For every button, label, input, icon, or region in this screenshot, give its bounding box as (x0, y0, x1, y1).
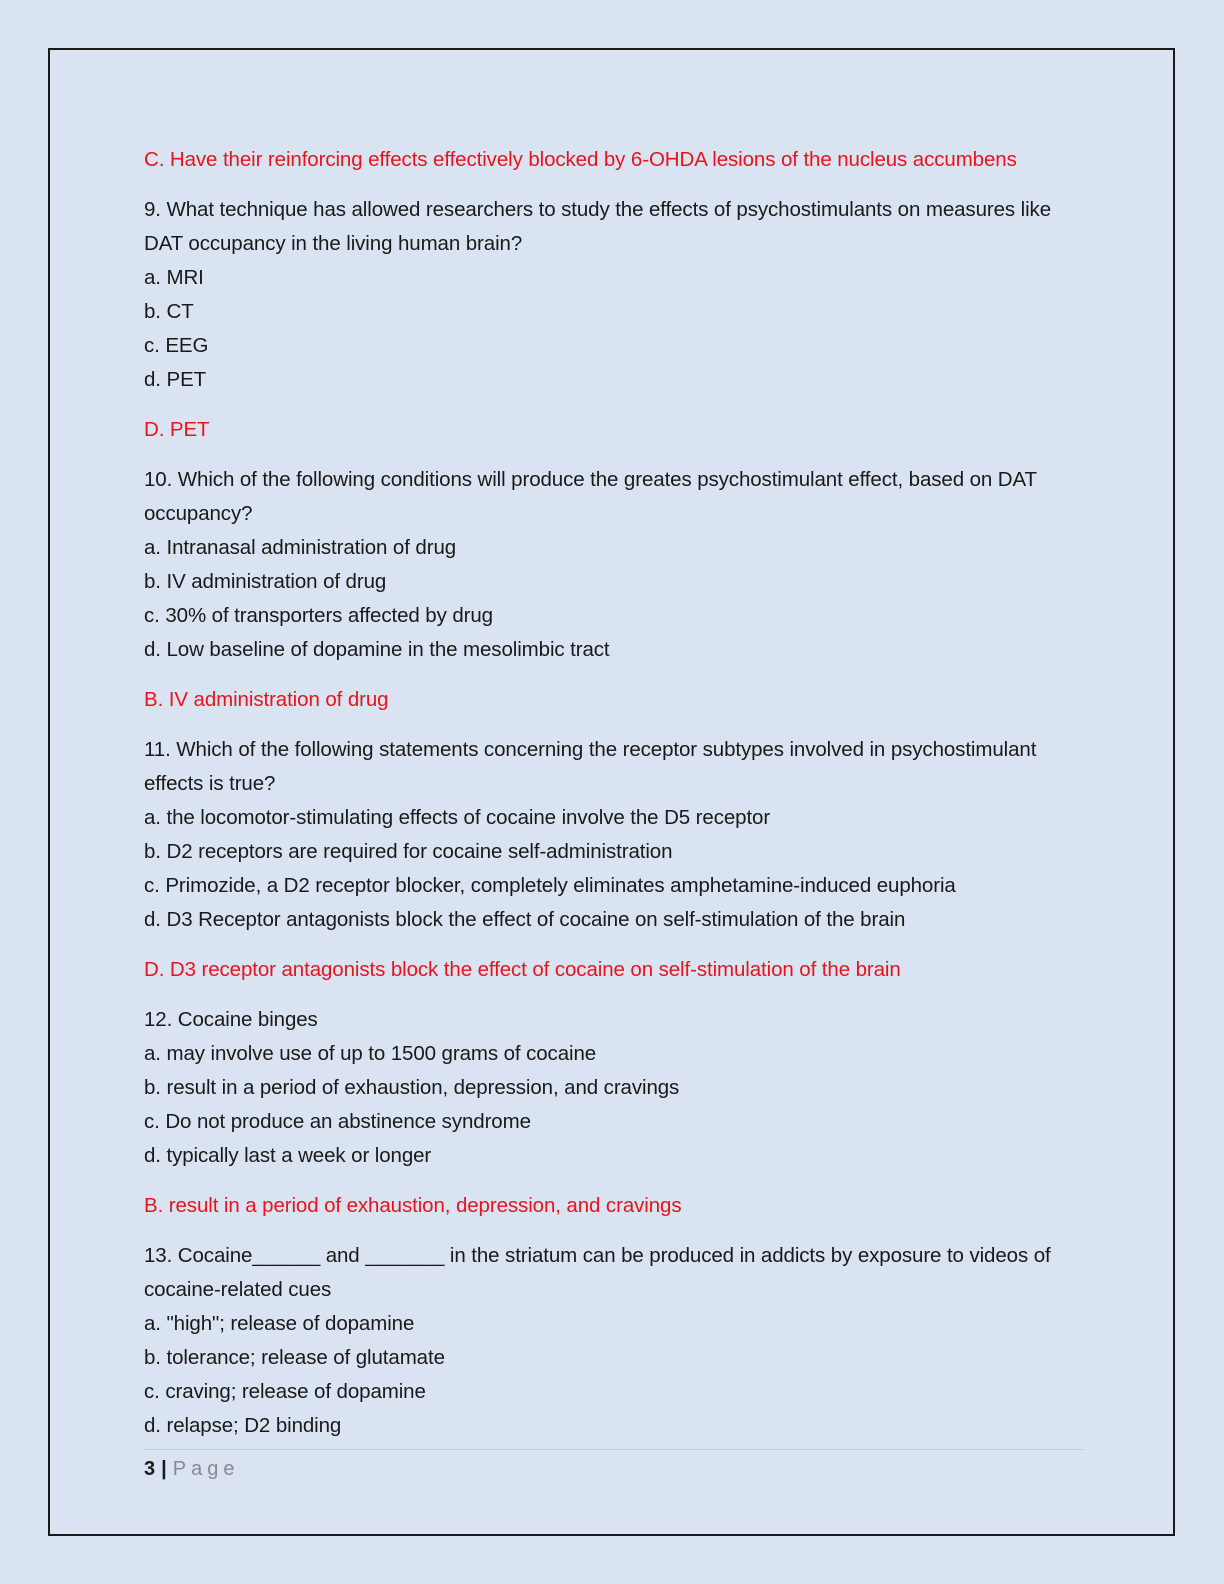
answer-option: a. MRI (144, 266, 204, 289)
answer-option: d. Low baseline of dopamine in the mesolimbic tract (144, 638, 610, 661)
answer-option: c. 30% of transporters affected by drug (144, 604, 493, 627)
question-text: 10. Which of the following conditions will produce the greates psychostimulant effect, based on DAT occupancy? (144, 468, 1037, 525)
answer-option: d. relapse; D2 binding (144, 1414, 342, 1437)
answer-option: b. result in a period of exhaustion, depression, and cravings (144, 1076, 680, 1099)
answer-key-line: D. PET (144, 418, 210, 441)
answer-option: b. CT (144, 300, 194, 323)
answer-option: a. Intranasal administration of drug (144, 536, 457, 559)
answer-key-line: D. D3 receptor antagonists block the effect of cocaine on self-stimulation of the brain (144, 958, 901, 981)
answer-key-line: B. IV administration of drug (144, 688, 389, 711)
answer-option: c. EEG (144, 334, 209, 357)
answer-option: b. D2 receptors are required for cocaine self-administration (144, 840, 673, 863)
answer-key-line: C. Have their reinforcing effects effectively blocked by 6-OHDA lesions of the nucleus accumbens (144, 148, 1017, 171)
answer-option: c. Primozide, a D2 receptor blocker, completely eliminates amphetamine-induced euphoria (144, 874, 956, 897)
question-text: 11. Which of the following statements concerning the receptor subtypes involved in psychostimulant effects is true? (144, 738, 1037, 795)
answer-option: a. "high"; release of dopamine (144, 1312, 415, 1335)
page-label: Page (172, 1458, 240, 1480)
document-body (144, 143, 1084, 1443)
question-text: 13. Cocaine______ and _______ in the striatum can be produced in addicts by exposure to videos of cocaine-related cues (144, 1244, 1051, 1301)
answer-option: d. D3 Receptor antagonists block the effect of cocaine on self-stimulation of the brain (144, 908, 906, 931)
footer-divider (144, 1449, 1084, 1450)
answer-option: c. craving; release of dopamine (144, 1380, 426, 1403)
page-footer (144, 1454, 239, 1484)
answer-option: a. the locomotor-stimulating effects of cocaine involve the D5 receptor (144, 806, 771, 829)
answer-option: d. PET (144, 368, 207, 391)
answer-option: c. Do not produce an abstinence syndrome (144, 1110, 531, 1133)
question-text: 12. Cocaine binges (144, 1008, 318, 1031)
answer-option: b. tolerance; release of glutamate (144, 1346, 445, 1369)
page-number: 3 (144, 1458, 156, 1480)
answer-key-line: B. result in a period of exhaustion, depression, and cravings (144, 1194, 682, 1217)
answer-option: d. typically last a week or longer (144, 1144, 432, 1167)
answer-option: b. IV administration of drug (144, 570, 387, 593)
question-text: 9. What technique has allowed researchers to study the effects of psychostimulants on measures like DAT occupancy in the living human brain? (144, 198, 1052, 255)
footer-separator: | (161, 1458, 167, 1480)
answer-option: a. may involve use of up to 1500 grams of cocaine (144, 1042, 597, 1065)
